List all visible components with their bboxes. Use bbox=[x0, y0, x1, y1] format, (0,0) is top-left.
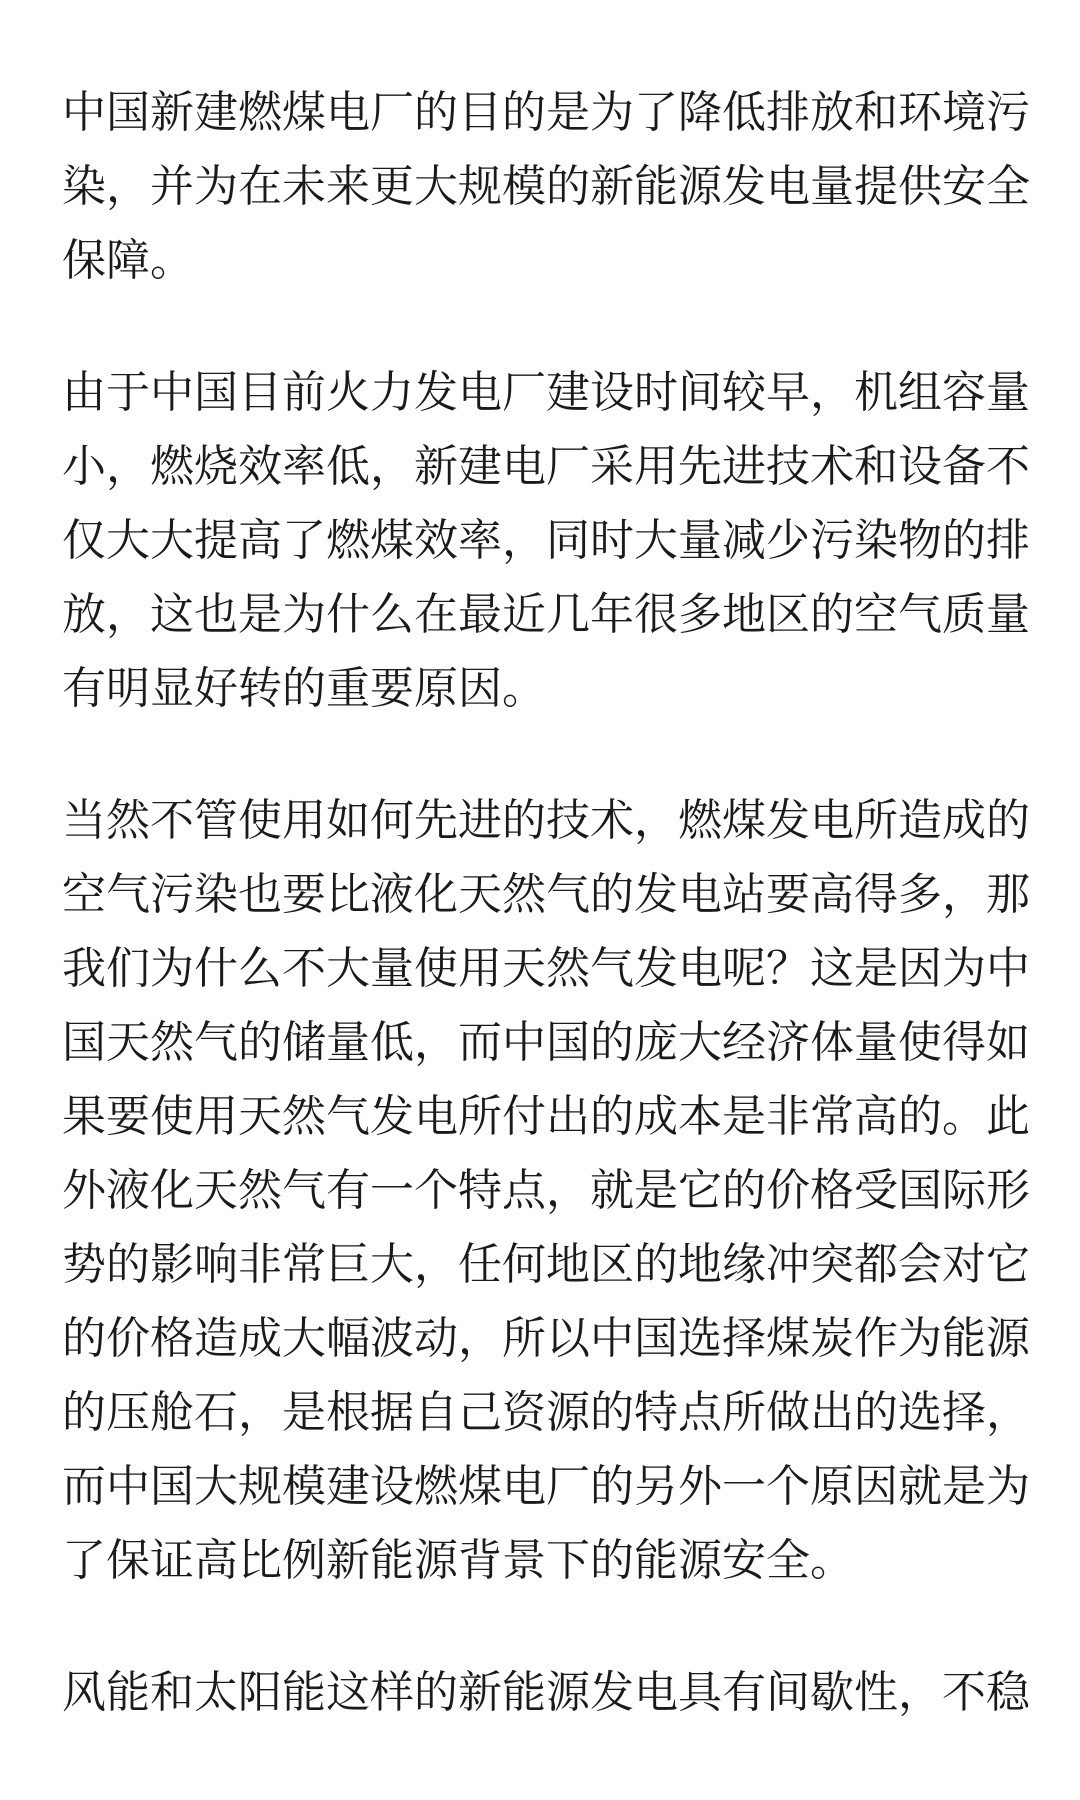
text-line: 保障。 bbox=[62, 235, 194, 286]
text-line: 而中国大规模建设燃煤电厂的另外一个原因就是为 bbox=[62, 1461, 1030, 1512]
text-line: 由于中国目前火力发电厂建设时间较早，机组容量 bbox=[62, 367, 1030, 418]
text-line: 空气污染也要比液化天然气的发电站要高得多，那 bbox=[62, 869, 1030, 920]
text-line: 当然不管使用如何先进的技术，燃煤发电所造成的 bbox=[62, 795, 1030, 846]
text-line: 了保证高比例新能源背景下的能源安全。 bbox=[62, 1535, 854, 1586]
text-line: 我们为什么不大量使用天然气发电呢？这是因为中 bbox=[62, 943, 1030, 994]
text-line: 国天然气的储量低，而中国的庞大经济体量使得如 bbox=[62, 1017, 1030, 1068]
text-line: 小，燃烧效率低，新建电厂采用先进技术和设备不 bbox=[62, 441, 1030, 492]
text-line: 外液化天然气有一个特点，就是它的价格受国际形 bbox=[62, 1165, 1030, 1216]
paragraph-2 bbox=[62, 356, 1030, 726]
text-line: 的压舱石，是根据自己资源的特点所做出的选择， bbox=[62, 1387, 1030, 1438]
text-line: 仅大大提高了燃煤效率，同时大量减少污染物的排 bbox=[62, 515, 1030, 566]
paragraph-3 bbox=[62, 784, 1030, 1598]
text-line: 染，并为在未来更大规模的新能源发电量提供安全 bbox=[62, 161, 1030, 212]
paragraph-1 bbox=[62, 76, 1030, 298]
text-line: 势的影响非常巨大，任何地区的地缘冲突都会对它 bbox=[62, 1239, 1030, 1290]
text-line: 有明显好转的重要原因。 bbox=[62, 663, 546, 714]
paragraph-4 bbox=[62, 1656, 1030, 1730]
text-line: 果要使用天然气发电所付出的成本是非常高的。此 bbox=[62, 1091, 1030, 1142]
text-line: 的价格造成大幅波动，所以中国选择煤炭作为能源 bbox=[62, 1313, 1030, 1364]
text-line: 中国新建燃煤电厂的目的是为了降低排放和环境污 bbox=[62, 87, 1030, 138]
text-line: 风能和太阳能这样的新能源发电具有间歇性，不稳 bbox=[62, 1667, 1030, 1718]
article-body bbox=[62, 76, 1030, 1788]
text-line: 放，这也是为什么在最近几年很多地区的空气质量 bbox=[62, 589, 1030, 640]
